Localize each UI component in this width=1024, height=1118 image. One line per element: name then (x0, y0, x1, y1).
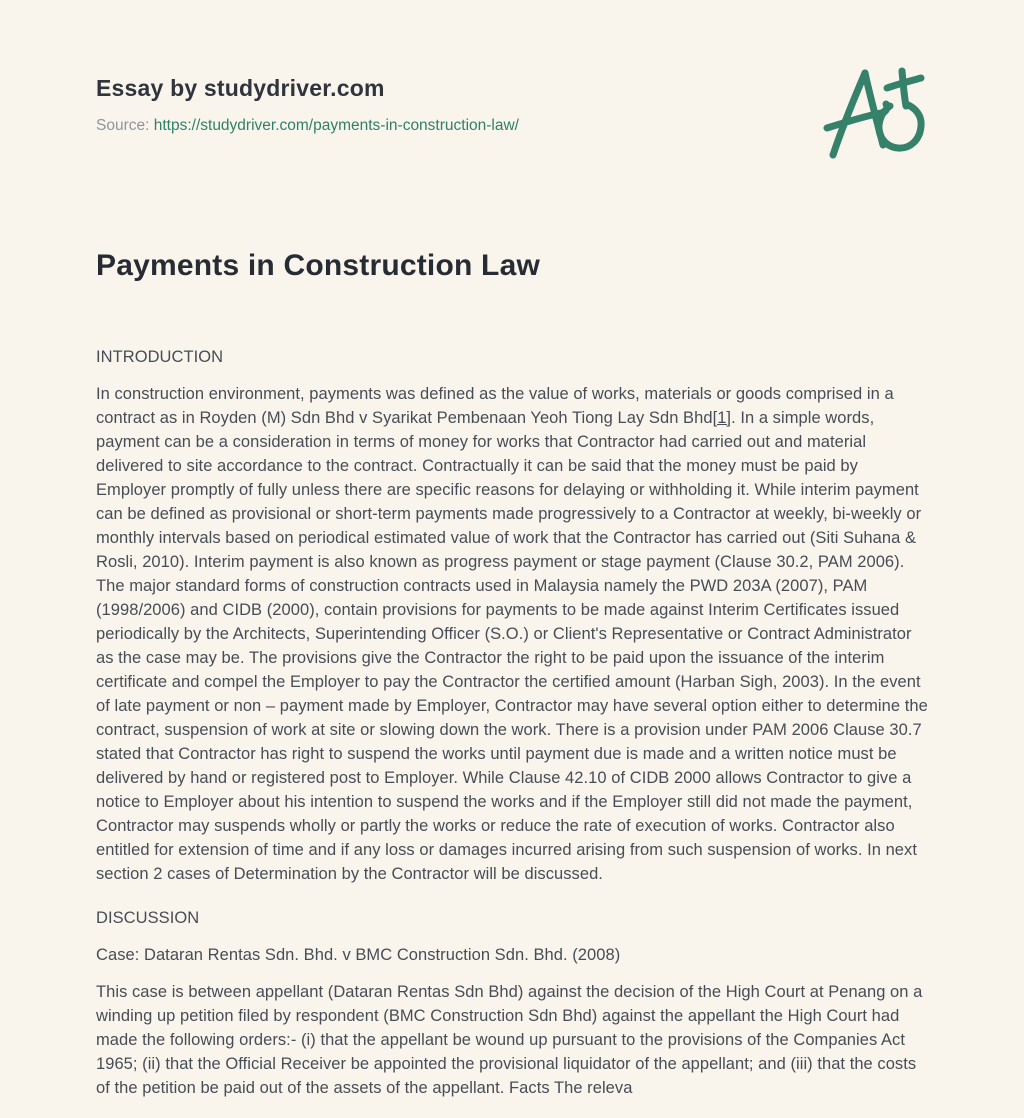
page-header (96, 0, 931, 135)
section-heading-introduction: INTRODUCTION (96, 348, 224, 366)
essay-title: Payments in Construction Law (96, 249, 540, 282)
source-line (96, 117, 931, 135)
essay-body (96, 249, 931, 1100)
introduction-paragraph (96, 382, 931, 886)
introduction-text-after-ref: . In a simple words, payment can be a consideration in terms of money for works that Contractor had carried out and material delivered to site accordance to the contract. Contractually it can be said that the money must be paid by Employer promptly of fully unless there are specific reasons for delaying or withholding it. While interim payment can be defined as provisional or short-term payments made progressively to a Contractor at weekly, bi-weekly or monthly intervals based on periodical estimated value of work that the Contractor has carried out (Siti Suhana & Rosli, 2010). Interim payment is also known as progress payment or stage payment (Clause 30.2, PAM 2006). The major standard forms of construction contracts used in Malaysia namely the PWD 203A (2007), PAM (1998/2006) and CIDB (2000), contain provisions for payments to be made against Interim Certificates issued periodically by the Architects, Superintending Officer (S.O.) or Client's Representative or Contract Administrator as the case may be. The provisions give the Contractor the right to be paid upon the issuance of the interim certificate and compel the Employer to pay the Contractor the certified amount (Harban Sigh, 2003). In the event of late payment or non – payment made by Employer, Contractor may have several option either to determine the contract, suspension of work at site or slowing down the work. There is a provision under PAM 2006 Clause 30.7 stated that Contractor has right to suspend the works until payment due is made and a written notice must be delivered by hand or registered post to Employer. While Clause 42.10 of CIDB 2000 allows Contractor to give a notice to Employer about his intention to suspend the works and if the Employer still did not made the payment, Contractor may suspends wholly or partly the works or reduce the rate of execution of works. Contractor also entitled for extension of time and if any loss or damages incurred arising from such suspension of works. In next section 2 cases of Determination by the Contractor will be discussed. (96, 409, 928, 883)
introduction-text-before-ref: In construction environment, payments was defined as the value of works, materials or goods comprised in a contract as in Royden (M) Sdn Bhd v Syarikat Pembenaan Yeoh Tiong Lay Sdn Bhd (96, 385, 894, 427)
source-url-link[interactable]: https://studydriver.com/payments-in-construction-law/ (153, 117, 519, 134)
footnote-ref-link[interactable]: [1] (712, 409, 732, 427)
section-heading-discussion: DISCUSSION (96, 909, 200, 927)
case-title-line: Case: Dataran Rentas Sdn. Bhd. v BMC Construction Sdn. Bhd. (2008) (96, 946, 621, 964)
header-site-title: Essay by studydriver.com (96, 75, 385, 101)
case-paragraph: This case is between appellant (Dataran Rentas Sdn Bhd) against the decision of the High Court at Penang on a winding up petition filed by respondent (BMC Construction Sdn Bhd) against the appellant the High Court had made the following orders:- (i) that the appellant be wound up pursuant to the provisions of the Companies Act 1965; (ii) that the Official Receiver be appointed the provisional liquidator of the appellant; and (iii) that the costs of the petition be paid out of the assets of the appellant. Facts The releva (96, 983, 923, 1097)
source-label: Source: (96, 117, 150, 134)
